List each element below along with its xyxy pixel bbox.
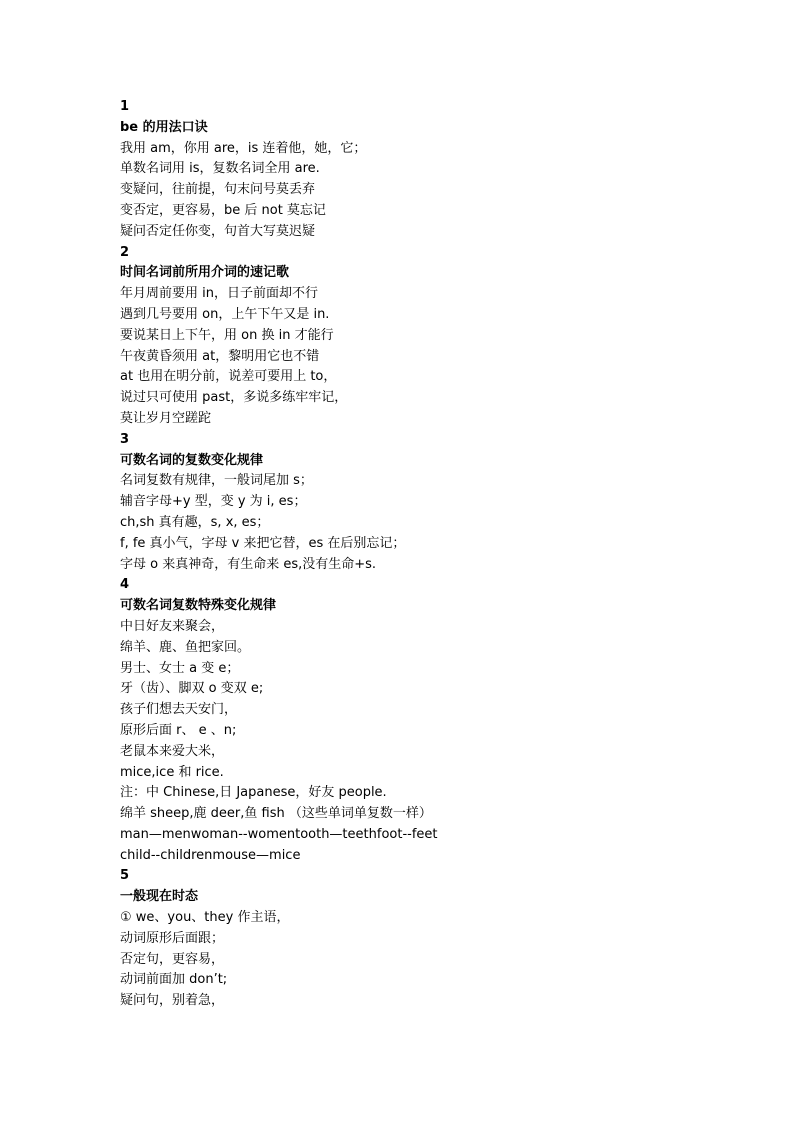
text-line: 否定句，更容易， bbox=[120, 951, 225, 967]
text-line: 牙（齿）、脚双 o 变双 e; bbox=[120, 681, 264, 697]
section-title: 一般现在时态 bbox=[120, 889, 199, 905]
section-number: 1 bbox=[120, 99, 130, 114]
text-line: man—menwoman--womentooth—teethfoot--feet bbox=[120, 826, 438, 842]
text-line: 疑问否定任你变，句首大写莫迟疑 bbox=[120, 223, 316, 239]
text-line: 中日好友来聚会， bbox=[120, 618, 225, 634]
text-line: child--childrenmouse—mice bbox=[120, 847, 301, 863]
text-line: 孩子们想去天安门， bbox=[120, 702, 238, 718]
section-title: 可数名词的复数变化规律 bbox=[120, 452, 264, 468]
text-line: 辅音字母+y 型，变 y 为 i, es； bbox=[120, 494, 307, 510]
document-page bbox=[120, 97, 760, 1012]
text-line: 疑问句，别着急， bbox=[120, 993, 225, 1009]
section-5 bbox=[120, 866, 760, 1012]
section-title: 可数名词复数特殊变化规律 bbox=[120, 598, 277, 614]
section-title: be 的用法口诀 bbox=[120, 119, 208, 135]
text-line: 要说某日上下午，用 on 换 in 才能行 bbox=[120, 327, 334, 343]
section-2 bbox=[120, 243, 760, 430]
section-number: 5 bbox=[120, 868, 130, 884]
text-line: 莫让岁月空蹉跎 bbox=[120, 410, 212, 426]
text-line: 老鼠本来爱大米， bbox=[120, 743, 225, 759]
section-number: 2 bbox=[120, 244, 130, 260]
text-line: 原形后面 r、 e 、n; bbox=[120, 722, 237, 738]
section-1 bbox=[120, 97, 760, 243]
text-line: 字母 o 来真神奇，有生命来 es,没有生命+s. bbox=[120, 556, 377, 572]
text-line: 变疑问，往前提，句末问号莫丢弃 bbox=[120, 182, 316, 198]
text-line: 遇到几号要用 on，上午下午又是 in. bbox=[120, 306, 330, 322]
section-4 bbox=[120, 575, 760, 866]
section-number: 3 bbox=[120, 431, 130, 447]
text-line: 午夜黄昏须用 at，黎明用它也不错 bbox=[120, 348, 320, 364]
text-line: 名词复数有规律，一般词尾加 s； bbox=[120, 473, 313, 489]
text-line: 动词原形后面跟； bbox=[120, 930, 225, 946]
text-line: 绵羊 sheep,鹿 deer,鱼 fish （这些单词单复数一样） bbox=[120, 806, 432, 822]
text-line: 说过只可使用 past，多说多练牢牢记， bbox=[120, 390, 348, 406]
text-line: at 也用在明分前，说差可要用上 to， bbox=[120, 369, 337, 385]
text-line: 变否定，更容易，be 后 not 莫忘记 bbox=[120, 202, 326, 218]
section-3 bbox=[120, 430, 760, 576]
text-line: ch,sh 真有趣，s, x, es； bbox=[120, 514, 270, 530]
text-line: 动词前面加 don’t; bbox=[120, 972, 228, 988]
text-line: 单数名词用 is，复数名词全用 are. bbox=[120, 161, 320, 177]
text-line: 我用 am，你用 are，is 连着他，她，它； bbox=[120, 140, 367, 156]
text-line: f, fe 真小气，字母 v 来把它替，es 在后别忘记； bbox=[120, 535, 406, 551]
text-line: 年月周前要用 in，日子前面却不行 bbox=[120, 286, 318, 302]
text-line: 男士、女士 a 变 e； bbox=[120, 660, 240, 676]
text-line: ① we、you、they 作主语， bbox=[120, 910, 290, 926]
text-line: 注：中 Chinese,日 Japanese，好友 people. bbox=[120, 785, 387, 801]
text-line: 绵羊、鹿、鱼把家回。 bbox=[120, 639, 251, 655]
section-number: 4 bbox=[120, 577, 130, 593]
section-title: 时间名词前所用介词的速记歌 bbox=[120, 265, 290, 281]
text-line: mice,ice 和 rice. bbox=[120, 764, 224, 780]
